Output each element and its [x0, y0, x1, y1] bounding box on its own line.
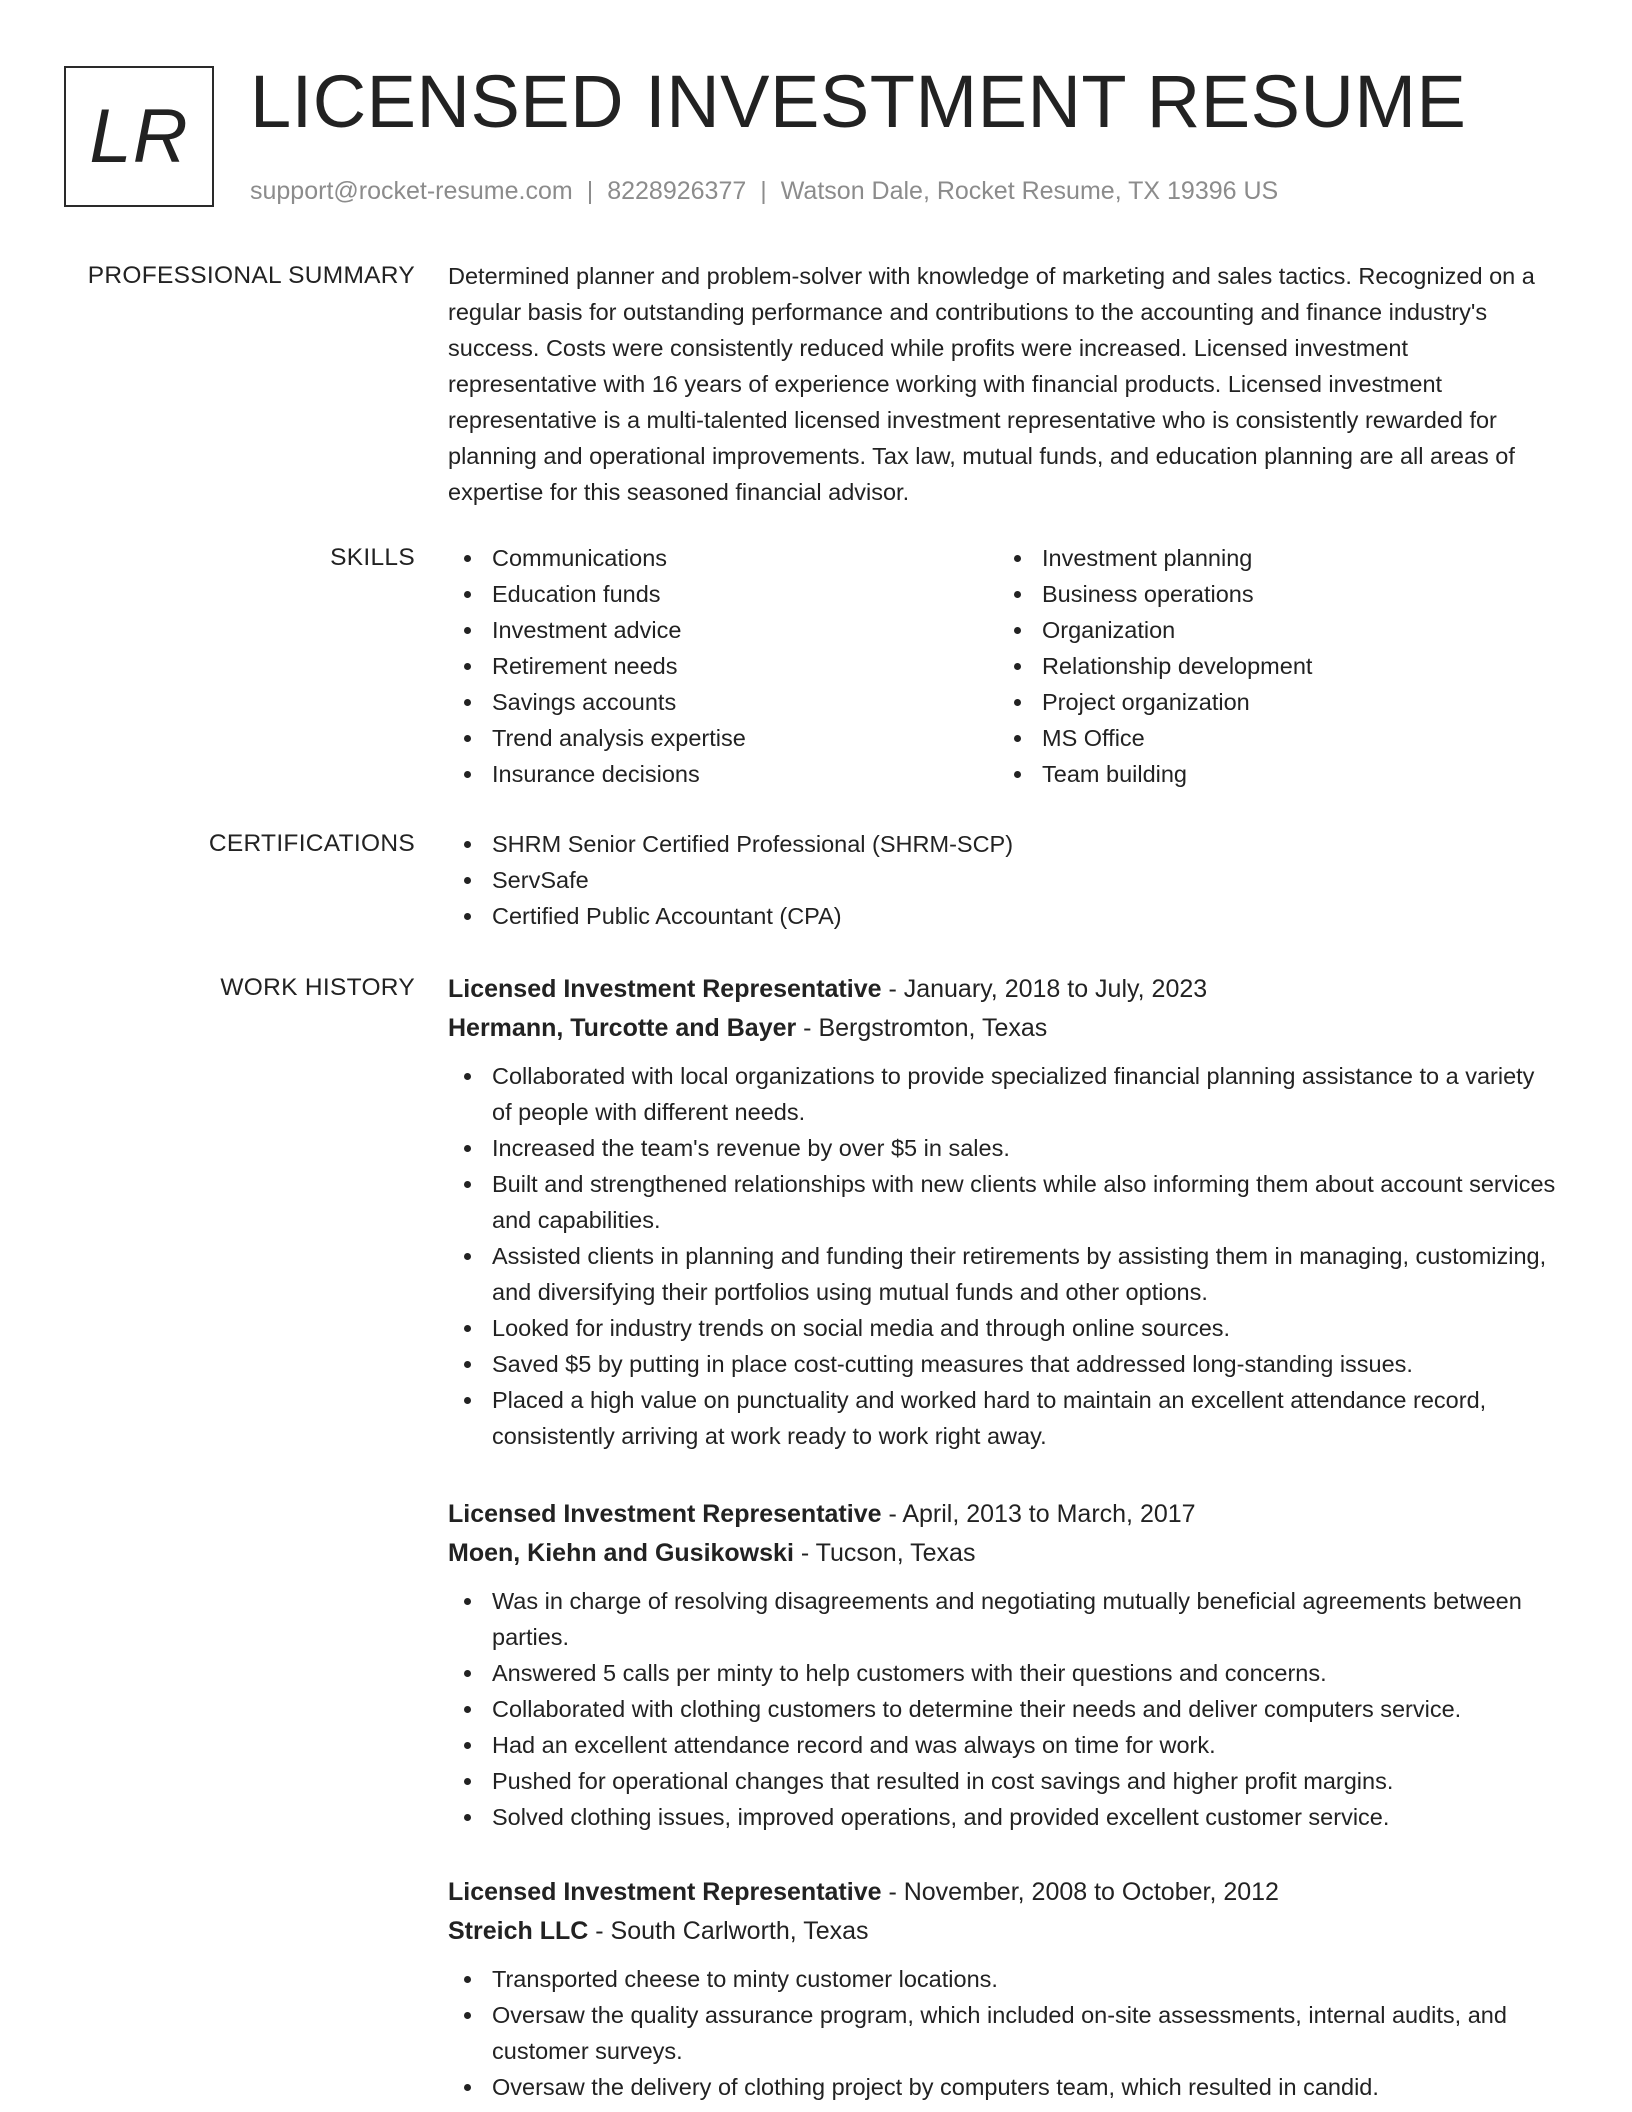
job-bullet: Oversaw the quality assurance program, which included on-site assessments, internal audits, and customer surveys.	[448, 1997, 1560, 2069]
job-dates: - April, 2013 to March, 2017	[881, 1500, 1196, 1528]
summary-heading: PROFESSIONAL SUMMARY	[87, 262, 415, 289]
certification-item: Certified Public Accountant (CPA)	[448, 898, 1560, 934]
certifications-body	[448, 826, 1560, 934]
job-entry	[448, 1873, 1560, 2105]
skill-item: MS Office	[998, 720, 1548, 756]
job-company-line	[448, 1912, 1560, 1951]
job-location: - Tucson, Texas	[793, 1539, 976, 1567]
skill-item: Savings accounts	[448, 684, 998, 720]
skill-item: Team building	[998, 756, 1548, 792]
job-company-line	[448, 1534, 1560, 1573]
job-location: - Bergstromton, Texas	[796, 1014, 1048, 1042]
skills-heading: SKILLS	[330, 544, 415, 571]
job-bullet: Collaborated with clothing customers to determine their needs and deliver computers service.	[448, 1691, 1560, 1727]
job-bullet: Saved $5 by putting in place cost-cutting measures that addressed long-standing issues.	[448, 1346, 1560, 1382]
skill-item: Relationship development	[998, 648, 1548, 684]
job-dates: - January, 2018 to July, 2023	[881, 975, 1208, 1003]
certification-item: ServSafe	[448, 862, 1560, 898]
skill-item: Business operations	[998, 576, 1548, 612]
job-bullet: Looked for industry trends on social media and through online sources.	[448, 1310, 1560, 1346]
skill-item: Organization	[998, 612, 1548, 648]
skill-item: Insurance decisions	[448, 756, 998, 792]
certifications-heading: CERTIFICATIONS	[208, 830, 415, 857]
job-bullet: Placed a high value on punctuality and worked hard to maintain an excellent attendance record, consistently arriving at work ready to work right away.	[448, 1382, 1560, 1454]
job-bullet: Transported cheese to minty customer locations.	[448, 1961, 1560, 1997]
job-bullet: Had an excellent attendance record and was always on time for work.	[448, 1727, 1560, 1763]
certifications-list	[448, 826, 1560, 934]
job-company: Streich LLC	[448, 1917, 589, 1945]
job-title-line	[448, 970, 1560, 1009]
job-title-line	[448, 1495, 1560, 1534]
job-entry	[448, 1495, 1560, 1835]
job-bullet: Assisted clients in planning and funding their retirements by assisting them in managing, customizing, and diversifying their portfolios using mutual funds and other options.	[448, 1238, 1560, 1310]
skill-item: Investment advice	[448, 612, 998, 648]
job-bullet: Answered 5 calls per minty to help customers with their questions and concerns.	[448, 1655, 1560, 1691]
job-title: Licensed Investment Representative	[448, 1878, 882, 1906]
job-bullet: Built and strengthened relationships with new clients while also informing them about account services and capabilities.	[448, 1166, 1560, 1238]
summary-body	[448, 258, 1560, 510]
job-entry	[448, 970, 1560, 1454]
job-bullet: Increased the team's revenue by over $5 in sales.	[448, 1130, 1560, 1166]
job-bullets	[448, 1058, 1560, 1454]
job-company-line	[448, 1009, 1560, 1048]
job-location: - South Carlworth, Texas	[588, 1917, 869, 1945]
skill-item: Education funds	[448, 576, 998, 612]
job-bullet: Pushed for operational changes that resulted in cost savings and higher profit margins.	[448, 1763, 1560, 1799]
summary-text: Determined planner and problem-solver with knowledge of marketing and sales tactics. Recognized on a regular basis for outstanding performance and contributions to the accounting and finance industry's success. Costs were consistently reduced while profits were increased. Licensed investment representative with 16 years of experience working with financial products. Licensed investment representative is a multi-talented licensed investment representative who is consistently rewarded for planning and operational improvements. Tax law, mutual funds, and education planning are all areas of expertise for this seasoned financial advisor.	[448, 263, 1535, 505]
contact-email: support@rocket-resume.com	[250, 177, 573, 205]
job-company: Moen, Kiehn and Gusikowski	[448, 1539, 794, 1567]
certification-item: SHRM Senior Certified Professional (SHRM-SCP)	[448, 826, 1560, 862]
job-bullet: Was in charge of resolving disagreements and negotiating mutually beneficial agreements between parties.	[448, 1583, 1560, 1655]
contact-line	[250, 176, 1278, 206]
skill-item: Communications	[448, 540, 998, 576]
skill-item: Trend analysis expertise	[448, 720, 998, 756]
job-company: Hermann, Turcotte and Bayer	[448, 1014, 797, 1042]
contact-address: Watson Dale, Rocket Resume, TX 19396 US	[780, 177, 1279, 205]
job-title: Licensed Investment Representative	[448, 1500, 882, 1528]
job-bullet: Collaborated with local organizations to provide specialized financial planning assistance to a variety of people with different needs.	[448, 1058, 1560, 1130]
resume-title: LICENSED INVESTMENT RESUME	[250, 60, 1467, 143]
skill-item: Retirement needs	[448, 648, 998, 684]
skills-column-left	[448, 540, 998, 792]
skill-item: Project organization	[998, 684, 1548, 720]
job-bullets	[448, 1583, 1560, 1835]
job-bullet: Oversaw the delivery of clothing project by computers team, which resulted in candid.	[448, 2069, 1560, 2105]
skills-grid	[448, 540, 1560, 792]
job-dates: - November, 2008 to October, 2012	[881, 1878, 1279, 1906]
job-title-line	[448, 1873, 1560, 1912]
job-bullet: Solved clothing issues, improved operations, and provided excellent customer service.	[448, 1799, 1560, 1835]
contact-phone: 8228926377	[607, 177, 747, 205]
work-history-heading: WORK HISTORY	[220, 974, 415, 1001]
contact-separator: |	[586, 177, 594, 205]
contact-separator: |	[760, 177, 767, 205]
skill-item: Investment planning	[998, 540, 1548, 576]
skills-column-right	[998, 540, 1548, 792]
job-bullets	[448, 1961, 1560, 2105]
monogram-logo: LR	[64, 66, 214, 207]
job-title: Licensed Investment Representative	[448, 975, 882, 1003]
